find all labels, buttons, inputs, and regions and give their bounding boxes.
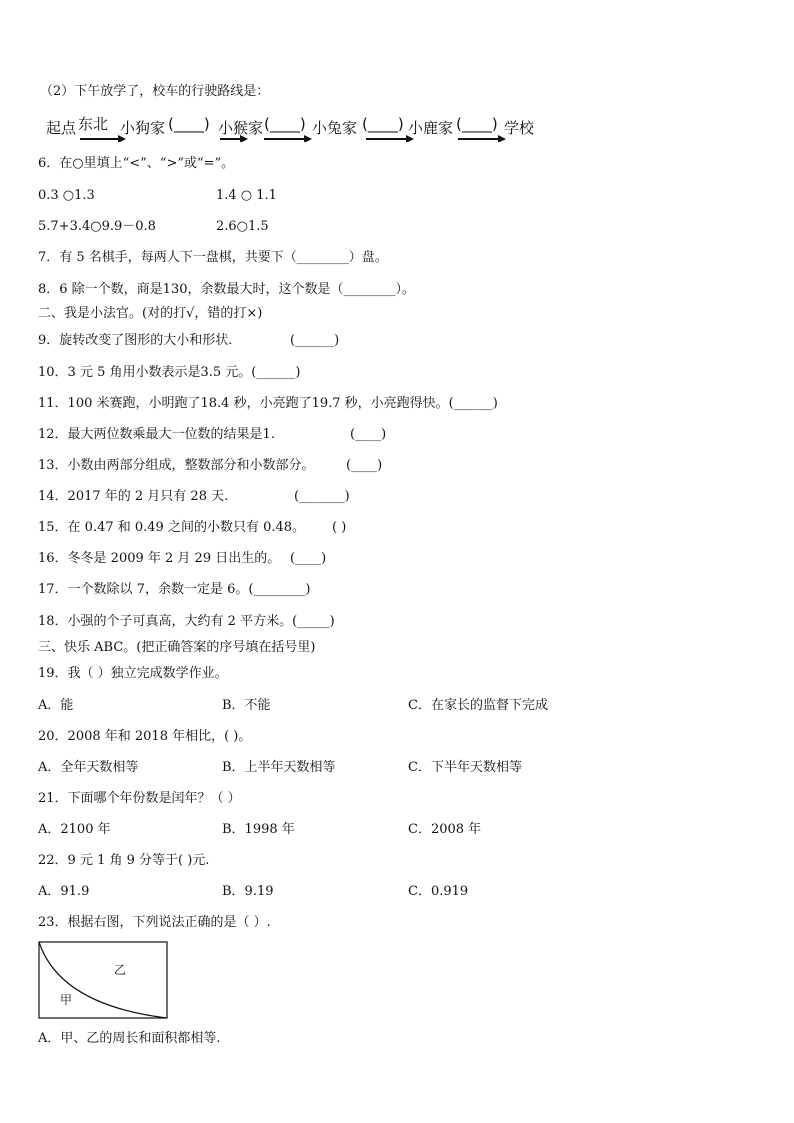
choice-q21-b: B．1998 年 xyxy=(222,822,295,837)
judge-q14: 14．2017 年的 2 月只有 28 天. xyxy=(38,489,229,504)
q6-c: 5.7+3.4○9.9－0.8 xyxy=(38,219,156,234)
choice-q21: 21．下面哪个年份数是闰年？（ ） xyxy=(38,791,241,806)
choice-q21-a: A．2100 年 xyxy=(38,822,111,837)
choice-q22-c: C．0.919 xyxy=(408,884,469,899)
route-intro: （2）下午放学了，校车的行驶路线是： xyxy=(40,84,270,99)
choice-q19-c: C．在家长的监督下完成 xyxy=(408,698,548,713)
section-3-heading: 三、快乐 ABC。(把正确答案的序号填在括号里) xyxy=(38,640,316,655)
judge-q17: 17．一个数除以 7，余数一定是 6。(________) xyxy=(38,582,311,597)
choice-q20: 20．2008 年和 2018 年相比，( )。 xyxy=(38,729,252,744)
route-direction: 东北 xyxy=(78,115,109,133)
q23-option-a: A．甲、乙的周长和面积都相等. xyxy=(38,1031,221,1046)
judge-q13: 13．小数由两部分组成，整数部分和小数部分。 xyxy=(38,458,315,473)
judge-q11: 11．100 米赛跑，小明跑了18.4 秒，小亮跑了19.7 秒，小亮跑得快。(______) xyxy=(38,396,498,411)
route-blank-2: (____) xyxy=(264,115,306,133)
route-blank-1: (____) xyxy=(168,115,210,133)
choice-q22-b: B．9.19 xyxy=(222,884,274,899)
choice-q22-a: A．91.9 xyxy=(38,884,90,899)
q23-figure xyxy=(38,941,168,1019)
route-end: 学校 xyxy=(504,119,535,137)
judge-q15-blank: ( ) xyxy=(332,520,347,535)
route-blank-4: (____) xyxy=(456,115,498,133)
choice-q19-a: A．能 xyxy=(38,698,74,713)
choice-q22: 22．9 元 1 角 9 分等于( )元. xyxy=(38,853,210,868)
judge-q12: 12．最大两位数乘最大一位数的结果是1. xyxy=(38,427,275,442)
bus-route xyxy=(46,115,556,142)
choice-q19: 19．我（ ）独立完成数学作业。 xyxy=(38,666,228,681)
judge-q18: 18．小强的个子可真高，大约有 2 平方米。(_____) xyxy=(38,614,335,629)
route-stop-2: 小猴家 xyxy=(218,119,264,137)
q7-text: 7．有 5 名棋手，每两人下一盘棋，共要下（________）盘。 xyxy=(38,250,388,265)
route-stop-4: 小鹿家 xyxy=(408,119,454,137)
section-2-heading: 二、我是小法官。(对的打√，错的打×) xyxy=(38,306,263,321)
q23-text: 23．根据右图，下列说法正确的是（ ）. xyxy=(38,915,271,930)
route-stop-3: 小兔家 xyxy=(312,119,358,137)
rectangle-curve-diagram xyxy=(38,941,168,1019)
judge-q15: 15．在 0.47 和 0.49 之间的小数只有 0.48。 xyxy=(38,520,306,535)
choice-q20-b: B．上半年天数相等 xyxy=(222,760,336,775)
judge-q9: 9．旋转改变了图形的大小和形状. xyxy=(38,333,233,348)
q6-text: 6．在○里填上“<”、“>”或“=”。 xyxy=(38,156,235,171)
judge-q12-blank: (____) xyxy=(350,427,387,442)
judge-q9-blank: (______) xyxy=(290,333,340,348)
judge-q14-blank: (_______) xyxy=(294,489,350,504)
label-yi: 乙 xyxy=(114,963,127,977)
choice-q20-a: A．全年天数相等 xyxy=(38,760,139,775)
judge-q16: 16．冬冬是 2009 年 2 月 29 日出生的。 xyxy=(38,551,281,566)
judge-q10: 10．3 元 5 角用小数表示是3.5 元。(______) xyxy=(38,365,301,380)
q6-b: 1.4 ○ 1.1 xyxy=(216,188,277,203)
judge-q13-blank: (____) xyxy=(346,458,383,473)
choice-q20-c: C．下半年天数相等 xyxy=(408,760,522,775)
q6-a: 0.3 ○1.3 xyxy=(38,188,95,203)
q8-text: 8．6 除一个数，商是130，余数最大时，这个数是（________）。 xyxy=(38,282,415,297)
label-jia: 甲 xyxy=(60,993,73,1007)
q6-d: 2.6○1.5 xyxy=(216,219,269,234)
route-blank-3: (____) xyxy=(362,115,404,133)
route-stop-1: 小狗家 xyxy=(120,119,166,137)
judge-q16-blank: (____) xyxy=(290,551,327,566)
route-start: 起点 xyxy=(46,119,77,137)
choice-q19-b: B．不能 xyxy=(222,698,271,713)
choice-q21-c: C．2008 年 xyxy=(408,822,482,837)
